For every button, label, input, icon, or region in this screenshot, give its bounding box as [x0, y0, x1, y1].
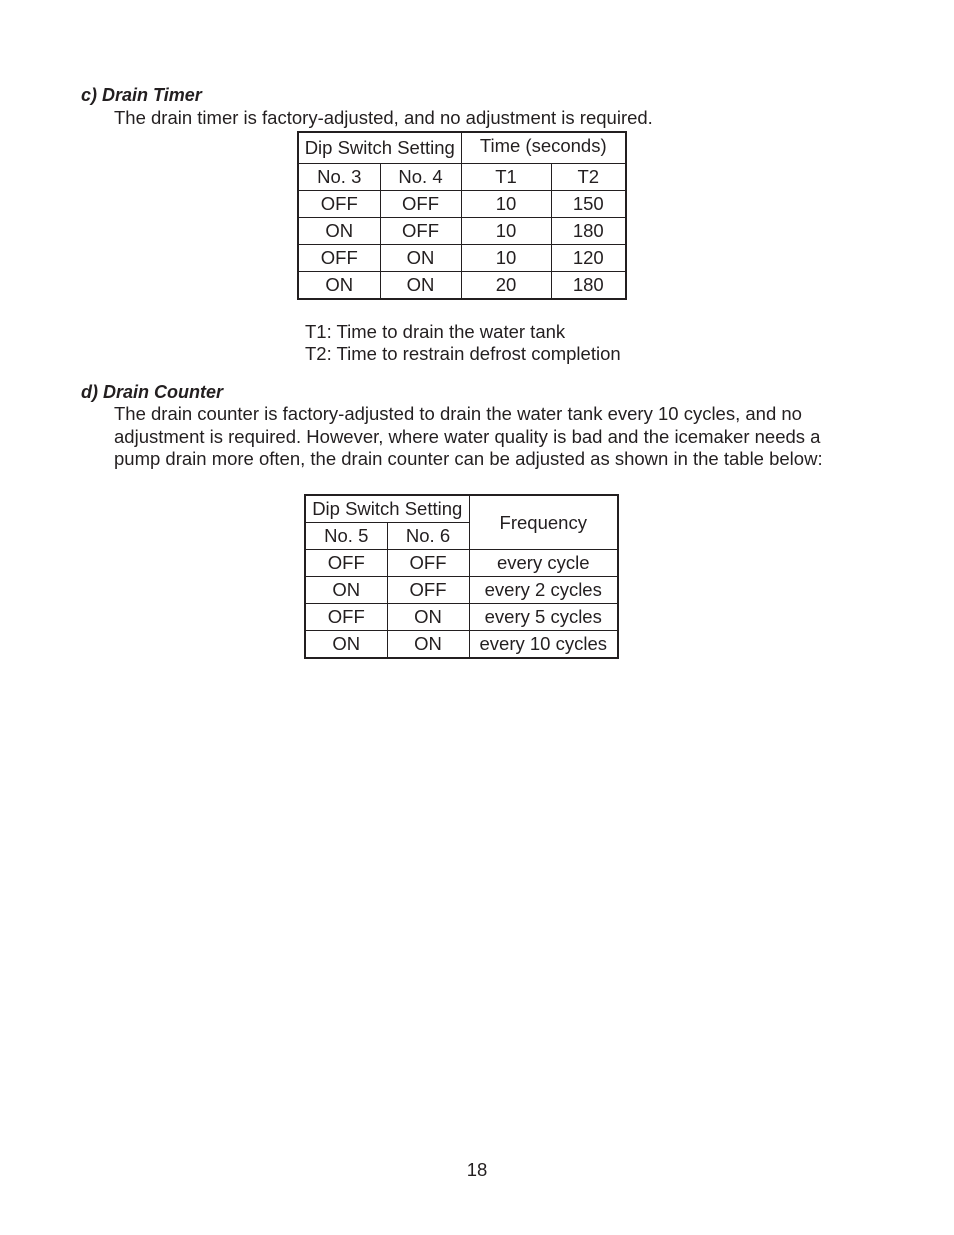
table-cell: OFF	[380, 191, 461, 218]
table-cell: OFF	[387, 577, 469, 604]
column-header: T1	[461, 164, 551, 191]
table-cell: ON	[298, 272, 380, 300]
table-row	[298, 245, 626, 272]
table-row	[298, 218, 626, 245]
table-row	[305, 577, 618, 604]
table-cell: ON	[380, 272, 461, 300]
time-seconds-header: Time (seconds)	[461, 132, 626, 164]
column-header: No. 4	[380, 164, 461, 191]
table-cell: 20	[461, 272, 551, 300]
table-row	[305, 604, 618, 631]
table-cell: OFF	[387, 550, 469, 577]
table-cell: 120	[551, 245, 626, 272]
table-header-row	[305, 495, 618, 523]
table-cell: OFF	[298, 245, 380, 272]
drain-counter-intro	[114, 403, 823, 471]
table-cell: every cycle	[469, 550, 618, 577]
table-cell: every 10 cycles	[469, 631, 618, 659]
table-cell: 10	[461, 191, 551, 218]
column-header: T2	[551, 164, 626, 191]
table-cell: every 2 cycles	[469, 577, 618, 604]
table-row	[305, 550, 618, 577]
table-cell: OFF	[380, 218, 461, 245]
table-subheader-row	[298, 164, 626, 191]
column-header: No. 5	[305, 523, 387, 550]
table-row	[298, 272, 626, 300]
table-cell: ON	[298, 218, 380, 245]
table-header-row	[298, 132, 626, 164]
t2-note: T2: Time to restrain defrost completion	[305, 343, 621, 364]
intro-line: pump drain more often, the drain counter can be adjusted as shown in the table below:	[114, 448, 823, 470]
drain-timer-heading: c) Drain Timer	[81, 85, 202, 105]
drain-timer-table	[297, 131, 627, 300]
table-cell: ON	[380, 245, 461, 272]
table-cell: 10	[461, 245, 551, 272]
dip-switch-setting-header: Dip Switch Setting	[298, 132, 461, 164]
table-cell: 180	[551, 218, 626, 245]
table-row	[305, 631, 618, 659]
table-row	[298, 191, 626, 218]
table-cell: ON	[387, 631, 469, 659]
intro-line: adjustment is required. However, where water quality is bad and the icemaker needs a	[114, 425, 821, 447]
drain-counter-table	[304, 494, 619, 659]
table-cell: OFF	[305, 550, 387, 577]
column-header: No. 3	[298, 164, 380, 191]
table-cell: 150	[551, 191, 626, 218]
table-cell: ON	[387, 604, 469, 631]
t1-note: T1: Time to drain the water tank	[305, 321, 566, 342]
table-cell: 10	[461, 218, 551, 245]
drain-counter-heading: d) Drain Counter	[81, 382, 223, 402]
intro-line: The drain counter is factory-adjusted to drain the water tank every 10 cycles, and no	[114, 403, 802, 424]
table-cell: ON	[305, 631, 387, 659]
frequency-header: Frequency	[469, 495, 618, 550]
table-cell: OFF	[298, 191, 380, 218]
dip-switch-setting-header: Dip Switch Setting	[305, 495, 469, 523]
table-cell: 180	[551, 272, 626, 300]
drain-timer-intro: The drain timer is factory-adjusted, and no adjustment is required.	[114, 107, 653, 128]
table-cell: ON	[305, 577, 387, 604]
table-cell: every 5 cycles	[469, 604, 618, 631]
column-header: No. 6	[387, 523, 469, 550]
table-cell: OFF	[305, 604, 387, 631]
page-number: 18	[466, 1159, 488, 1180]
